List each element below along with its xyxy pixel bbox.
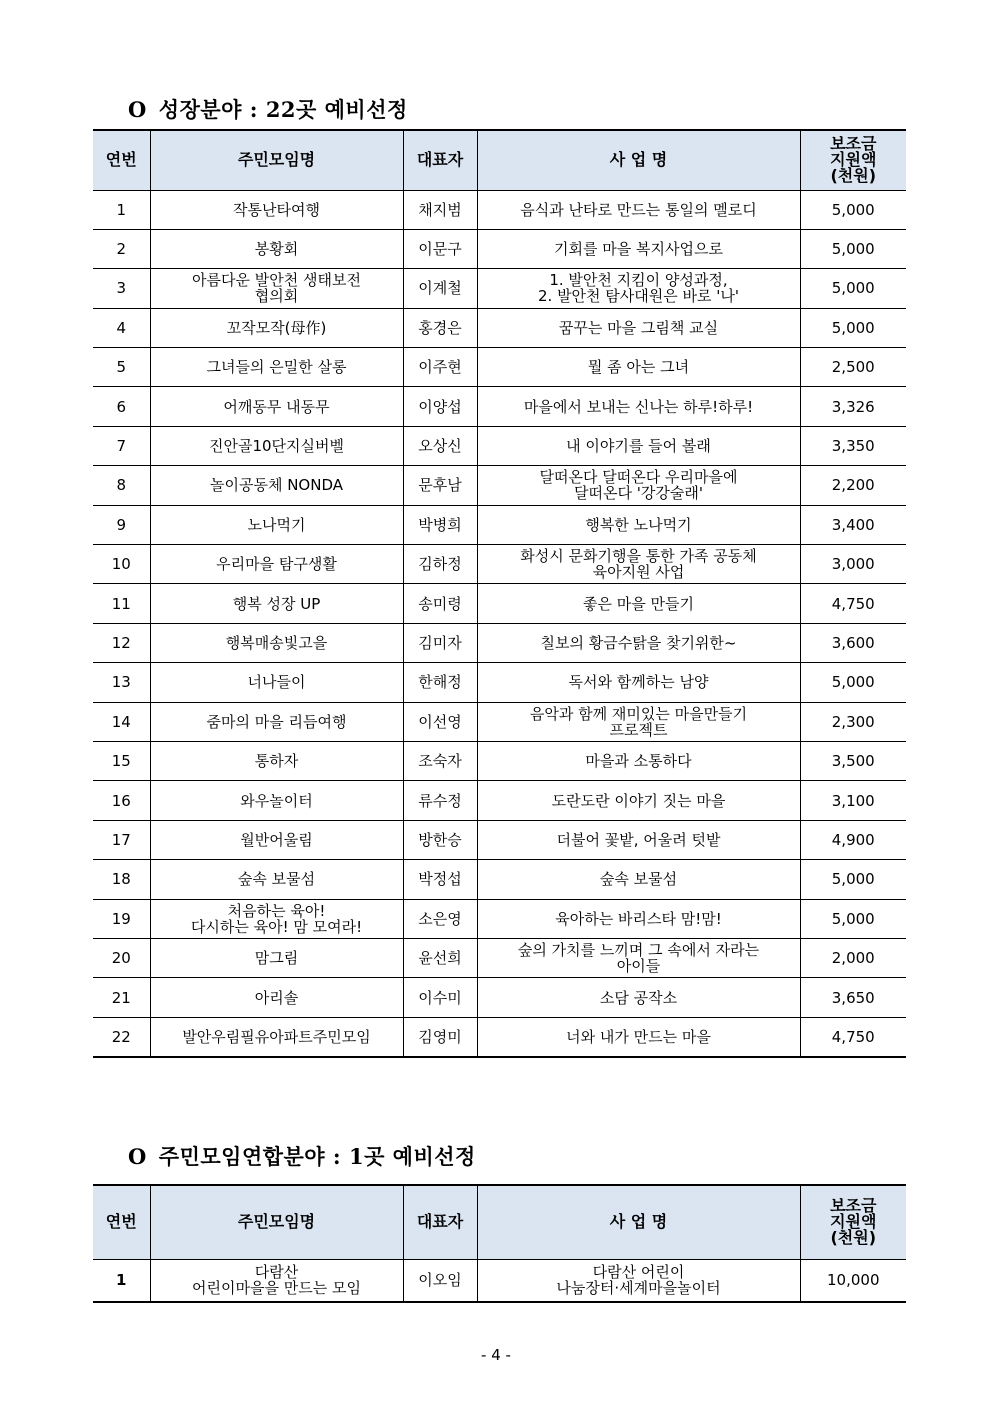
cell-rep: 오상신: [403, 426, 477, 465]
cell-no: 16: [93, 781, 150, 820]
table-row: [93, 308, 906, 347]
header-project: 사 업 명: [477, 130, 800, 190]
cell-no: 17: [93, 820, 150, 859]
cell-no: 10: [93, 545, 150, 584]
cell-project: 꿈꾸는 마을 그림책 교실: [477, 308, 800, 347]
table-row: [93, 978, 906, 1017]
cell-rep: 한해정: [403, 663, 477, 702]
cell-rep: 이계철: [403, 269, 477, 308]
header-rep: 대표자: [403, 1185, 477, 1259]
cell-group: 와우놀이터: [150, 781, 403, 820]
cell-rep: 이양섭: [403, 387, 477, 426]
federation-table: [93, 1184, 906, 1303]
cell-no: 5: [93, 348, 150, 387]
cell-rep: 조숙자: [403, 741, 477, 780]
cell-amount: 5,000: [800, 190, 906, 229]
cell-rep: 류수정: [403, 781, 477, 820]
cell-group: 행복매송빛고을: [150, 623, 403, 662]
cell-amount: 3,500: [800, 741, 906, 780]
table-row: [93, 938, 906, 977]
cell-group: 봉황회: [150, 229, 403, 268]
cell-amount: 5,000: [800, 269, 906, 308]
table-row: [93, 623, 906, 662]
cell-amount: 5,000: [800, 663, 906, 702]
cell-rep: 박정섭: [403, 860, 477, 899]
table-row: [93, 505, 906, 544]
cell-project: 칠보의 황금수탉을 찾기위한~: [477, 623, 800, 662]
cell-group: 처음하는 육아! 다시하는 육아! 맘 모여라!: [150, 899, 403, 938]
section2-title: [128, 1141, 476, 1171]
cell-group: 줌마의 마을 리듬여행: [150, 702, 403, 741]
table-row: [93, 781, 906, 820]
cell-no: 9: [93, 505, 150, 544]
cell-no: 3: [93, 269, 150, 308]
cell-project: 화성시 문화기행을 통한 가족 공동체 육아지원 사업: [477, 545, 800, 584]
cell-group: 진안골10단지실버벨: [150, 426, 403, 465]
cell-rep: 윤선희: [403, 938, 477, 977]
cell-project: 너와 내가 만드는 마을: [477, 1017, 800, 1056]
cell-project: 숲속 보물섬: [477, 860, 800, 899]
cell-group: 숲속 보물섬: [150, 860, 403, 899]
header-project: 사 업 명: [477, 1185, 800, 1259]
cell-group: 아름다운 발안천 생태보전 협의회: [150, 269, 403, 308]
cell-rep: 이수미: [403, 978, 477, 1017]
cell-project: 음식과 난타로 만드는 통일의 멜로디: [477, 190, 800, 229]
cell-amount: 2,300: [800, 702, 906, 741]
table-row: [93, 702, 906, 741]
cell-rep: 박병희: [403, 505, 477, 544]
cell-no: 6: [93, 387, 150, 426]
cell-group: 꼬작모작(母作): [150, 308, 403, 347]
cell-amount: 4,750: [800, 1017, 906, 1056]
cell-rep: 이주현: [403, 348, 477, 387]
cell-amount: 2,200: [800, 466, 906, 505]
cell-no: 12: [93, 623, 150, 662]
cell-group: 그녀들의 은밀한 살롱: [150, 348, 403, 387]
cell-amount: 2,500: [800, 348, 906, 387]
section1-title-text: 성장분야 : 22곳 예비선정: [158, 97, 408, 122]
page-number: - 4 -: [481, 1346, 511, 1364]
table-row: [93, 899, 906, 938]
cell-rep: 김영미: [403, 1017, 477, 1056]
cell-rep: 채지범: [403, 190, 477, 229]
cell-amount: 3,326: [800, 387, 906, 426]
cell-amount: 2,000: [800, 938, 906, 977]
cell-group: 행복 성장 UP: [150, 584, 403, 623]
cell-project: 숲의 가치를 느끼며 그 속에서 자라는 아이들: [477, 938, 800, 977]
cell-group: 노나먹기: [150, 505, 403, 544]
cell-no: 11: [93, 584, 150, 623]
cell-project: 달떠온다 달떠온다 우리마을에 달떠온다 '강강술래': [477, 466, 800, 505]
cell-group: 우리마을 탐구생활: [150, 545, 403, 584]
section2-title-text: 주민모임연합분야 : 1곳 예비선정: [158, 1144, 476, 1169]
cell-rep: 문후남: [403, 466, 477, 505]
table-row: [93, 387, 906, 426]
cell-project: 더불어 꽃밭, 어울려 텃밭: [477, 820, 800, 859]
cell-amount: 5,000: [800, 899, 906, 938]
cell-no: 18: [93, 860, 150, 899]
cell-rep: 김미자: [403, 623, 477, 662]
cell-rep: 홍경은: [403, 308, 477, 347]
cell-amount: 10,000: [800, 1259, 906, 1302]
table-header-row: [93, 130, 906, 190]
cell-group: 발안우림필유아파트주민모임: [150, 1017, 403, 1056]
cell-amount: 5,000: [800, 229, 906, 268]
cell-project: 마을에서 보내는 신나는 하루!하루!: [477, 387, 800, 426]
cell-group: 맘그림: [150, 938, 403, 977]
cell-group: 놀이공동체 NONDA: [150, 466, 403, 505]
cell-project: 내 이야기를 들어 볼래: [477, 426, 800, 465]
cell-project: 마을과 소통하다: [477, 741, 800, 780]
cell-no: 4: [93, 308, 150, 347]
cell-project: 육아하는 바리스타 맘!맘!: [477, 899, 800, 938]
table-row: [93, 269, 906, 308]
cell-amount: 3,350: [800, 426, 906, 465]
circle-bullet-icon: O: [128, 1144, 147, 1169]
cell-no: 14: [93, 702, 150, 741]
cell-group: 다람산 어린이마을을 만드는 모임: [150, 1259, 403, 1302]
cell-project: 뭘 좀 아는 그녀: [477, 348, 800, 387]
header-group: 주민모임명: [150, 1185, 403, 1259]
cell-project: 좋은 마을 만들기: [477, 584, 800, 623]
header-amount: 보조금 지원액 (천원): [800, 130, 906, 190]
cell-project: 행복한 노나먹기: [477, 505, 800, 544]
cell-project: 다람산 어린이 나눔장터·세계마을놀이터: [477, 1259, 800, 1302]
table-row: [93, 545, 906, 584]
cell-amount: 3,650: [800, 978, 906, 1017]
cell-no: 13: [93, 663, 150, 702]
table-row: [93, 229, 906, 268]
cell-amount: 3,400: [800, 505, 906, 544]
cell-amount: 4,750: [800, 584, 906, 623]
header-group: 주민모임명: [150, 130, 403, 190]
cell-rep: 이문구: [403, 229, 477, 268]
table-row: [93, 426, 906, 465]
cell-no: 22: [93, 1017, 150, 1056]
cell-no: 1: [93, 1259, 150, 1302]
cell-amount: 4,900: [800, 820, 906, 859]
table-row: [93, 584, 906, 623]
cell-amount: 5,000: [800, 860, 906, 899]
cell-group: 어깨동무 내동무: [150, 387, 403, 426]
table-row: [93, 820, 906, 859]
cell-no: 7: [93, 426, 150, 465]
table-header-row: [93, 1185, 906, 1259]
cell-rep: 송미령: [403, 584, 477, 623]
table-row: [93, 741, 906, 780]
cell-project: 도란도란 이야기 짓는 마을: [477, 781, 800, 820]
circle-bullet-icon: O: [128, 97, 147, 122]
cell-rep: 이오임: [403, 1259, 477, 1302]
cell-amount: 5,000: [800, 308, 906, 347]
table-row: [93, 466, 906, 505]
header-no: 연번: [93, 1185, 150, 1259]
table-row: [93, 1017, 906, 1056]
cell-rep: 소은영: [403, 899, 477, 938]
header-amount: 보조금 지원액 (천원): [800, 1185, 906, 1259]
table-row: [93, 348, 906, 387]
cell-project: 기회를 마을 복지사업으로: [477, 229, 800, 268]
cell-amount: 3,000: [800, 545, 906, 584]
cell-group: 통하자: [150, 741, 403, 780]
cell-group: 월반어울림: [150, 820, 403, 859]
cell-amount: 3,100: [800, 781, 906, 820]
table-row: [93, 1259, 906, 1302]
cell-project: 1. 발안천 지킴이 양성과정, 2. 발안천 탐사대원은 바로 '나': [477, 269, 800, 308]
header-no: 연번: [93, 130, 150, 190]
table-row: [93, 190, 906, 229]
header-rep: 대표자: [403, 130, 477, 190]
cell-no: 21: [93, 978, 150, 1017]
cell-no: 20: [93, 938, 150, 977]
cell-rep: 방한승: [403, 820, 477, 859]
cell-group: 작통난타여행: [150, 190, 403, 229]
cell-no: 2: [93, 229, 150, 268]
table-row: [93, 663, 906, 702]
cell-no: 19: [93, 899, 150, 938]
cell-rep: 김하정: [403, 545, 477, 584]
table-row: [93, 860, 906, 899]
cell-amount: 3,600: [800, 623, 906, 662]
section1-title: [128, 94, 408, 124]
growth-table: [93, 129, 906, 1058]
cell-project: 음악과 함께 재미있는 마을만들기 프로젝트: [477, 702, 800, 741]
cell-group: 아리솔: [150, 978, 403, 1017]
cell-project: 독서와 함께하는 남양: [477, 663, 800, 702]
cell-rep: 이선영: [403, 702, 477, 741]
cell-no: 8: [93, 466, 150, 505]
cell-project: 소담 공작소: [477, 978, 800, 1017]
cell-no: 1: [93, 190, 150, 229]
cell-no: 15: [93, 741, 150, 780]
cell-group: 너나들이: [150, 663, 403, 702]
